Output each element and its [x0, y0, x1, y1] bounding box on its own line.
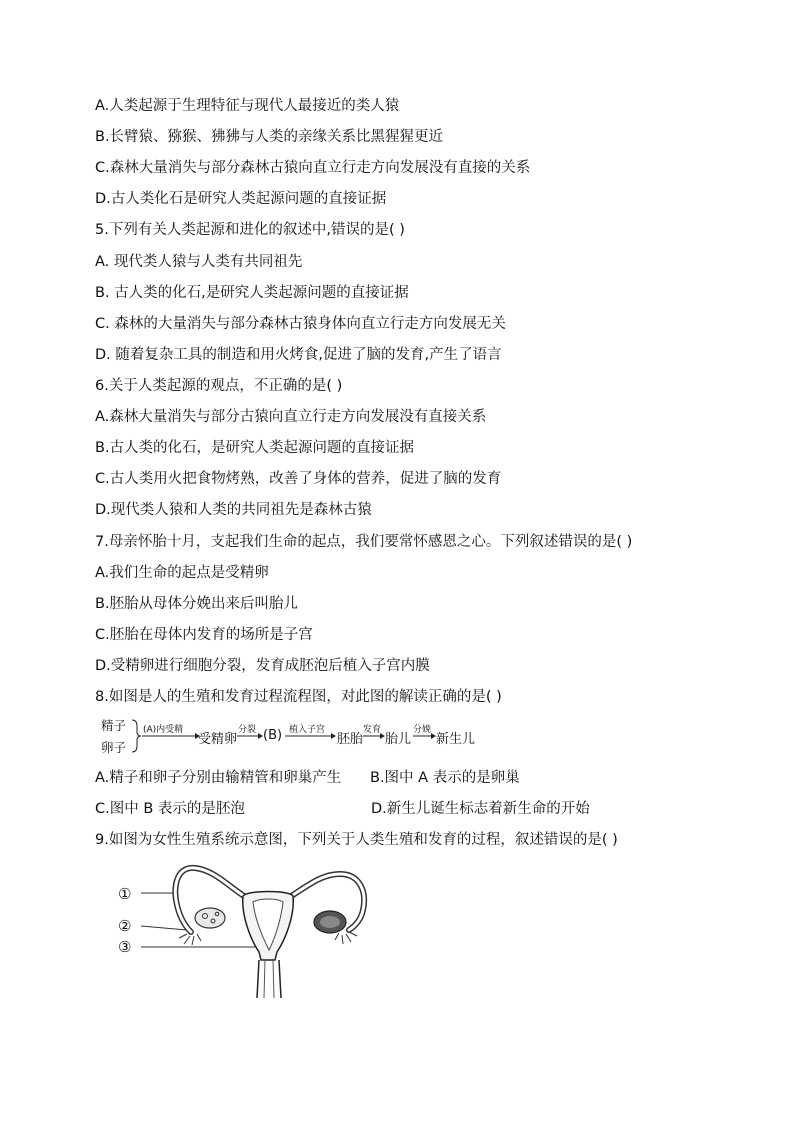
question-7: 7.母亲怀胎十月，支起我们生命的起点，我们要常怀感恩之心。下列叙述错误的是( ): [95, 534, 633, 550]
flow-arrows: [95, 714, 495, 758]
figure-label-1: ①: [118, 885, 132, 903]
flow-node-b: (B): [263, 728, 283, 743]
reproduction-flowchart: [95, 714, 495, 758]
line-8: D. 随着复杂工具的制造和用火烤食,促进了脑的发育,产生了语言: [95, 347, 502, 363]
question-6: 6.关于人类起源的观点，不正确的是( ): [95, 378, 343, 394]
line-0: A.人类起源于生理特征与现代人最接近的类人猿: [95, 98, 400, 114]
flow-step-division: 分裂: [238, 725, 257, 735]
flow-node-zygote: 受精卵: [198, 732, 238, 747]
line-2: C.森林大量消失与部分森林古猿向直立行走方向发展没有直接的关系: [95, 160, 531, 176]
line-16: B.胚胎从母体分娩出来后叫胎儿: [95, 596, 299, 612]
line-5: A. 现代类人猿与人类有共同祖先: [95, 254, 303, 270]
line-10: A.森林大量消失与部分古猿向直立行走方向发展没有直接关系: [95, 409, 487, 425]
line-11: B.古人类的化石，是研究人类起源问题的直接证据: [95, 440, 415, 456]
question-9: 9.如图为女性生殖系统示意图，下列关于人类生殖和发育的过程，叙述错误的是( ): [95, 832, 618, 848]
flow-node-newborn: 新生儿: [436, 732, 476, 747]
question-8: 8.如图是人的生殖和发育过程流程图，对此图的解读正确的是( ): [95, 689, 502, 705]
figure-label-3: ③: [118, 938, 132, 956]
figure-label-2: ②: [118, 917, 132, 935]
q8-option-c: C.图中 B 表示的是胚泡: [95, 801, 245, 817]
line-6: B. 古人类的化石,是研究人类起源问题的直接证据: [95, 285, 409, 301]
line-18: D.受精卵进行细胞分裂，发育成胚泡后植入子宫内膜: [95, 658, 430, 674]
flow-egg: 卵子: [101, 740, 127, 755]
flow-step-develop: 发育: [363, 725, 382, 735]
q8-option-b: B.图中 A 表示的是卵巢: [370, 770, 520, 786]
line-13: D.现代类人猿和人类的共同祖先是森林古猿: [95, 502, 372, 518]
flow-step-birth: 分娩: [413, 725, 432, 735]
flow-node-embryo: 胚胎: [337, 732, 364, 747]
line-15: A.我们生命的起点是受精卵: [95, 565, 269, 581]
q8-option-d: D.新生儿诞生标志着新生命的开始: [371, 801, 590, 817]
flow-step-implant: 植入子宫: [289, 725, 326, 735]
line-12: C.古人类用火把食物烤熟，改善了身体的营养，促进了脑的发育: [95, 471, 502, 487]
line-1: B.长臂猿、猕猴、狒狒与人类的亲缘关系比黑猩猩更近: [95, 129, 444, 145]
question-5: 5.下列有关人类起源和进化的叙述中,错误的是( ): [95, 222, 405, 238]
line-17: C.胚胎在母体内发育的场所是子宫: [95, 627, 313, 643]
line-3: D.古人类化石是研究人类起源问题的直接证据: [95, 191, 387, 207]
flow-sperm: 精子: [101, 718, 127, 733]
flow-node-fetus: 胎儿: [385, 732, 412, 747]
q8-option-a: A.精子和卵子分别由输精管和卵巢产生: [95, 770, 342, 786]
female-reproductive-diagram: [135, 860, 385, 1000]
line-7: C. 森林的大量消失与部分森林古猿身体向直立行走方向发展无关: [95, 316, 506, 332]
flow-step-fertilization: (A)内受精: [143, 725, 184, 735]
